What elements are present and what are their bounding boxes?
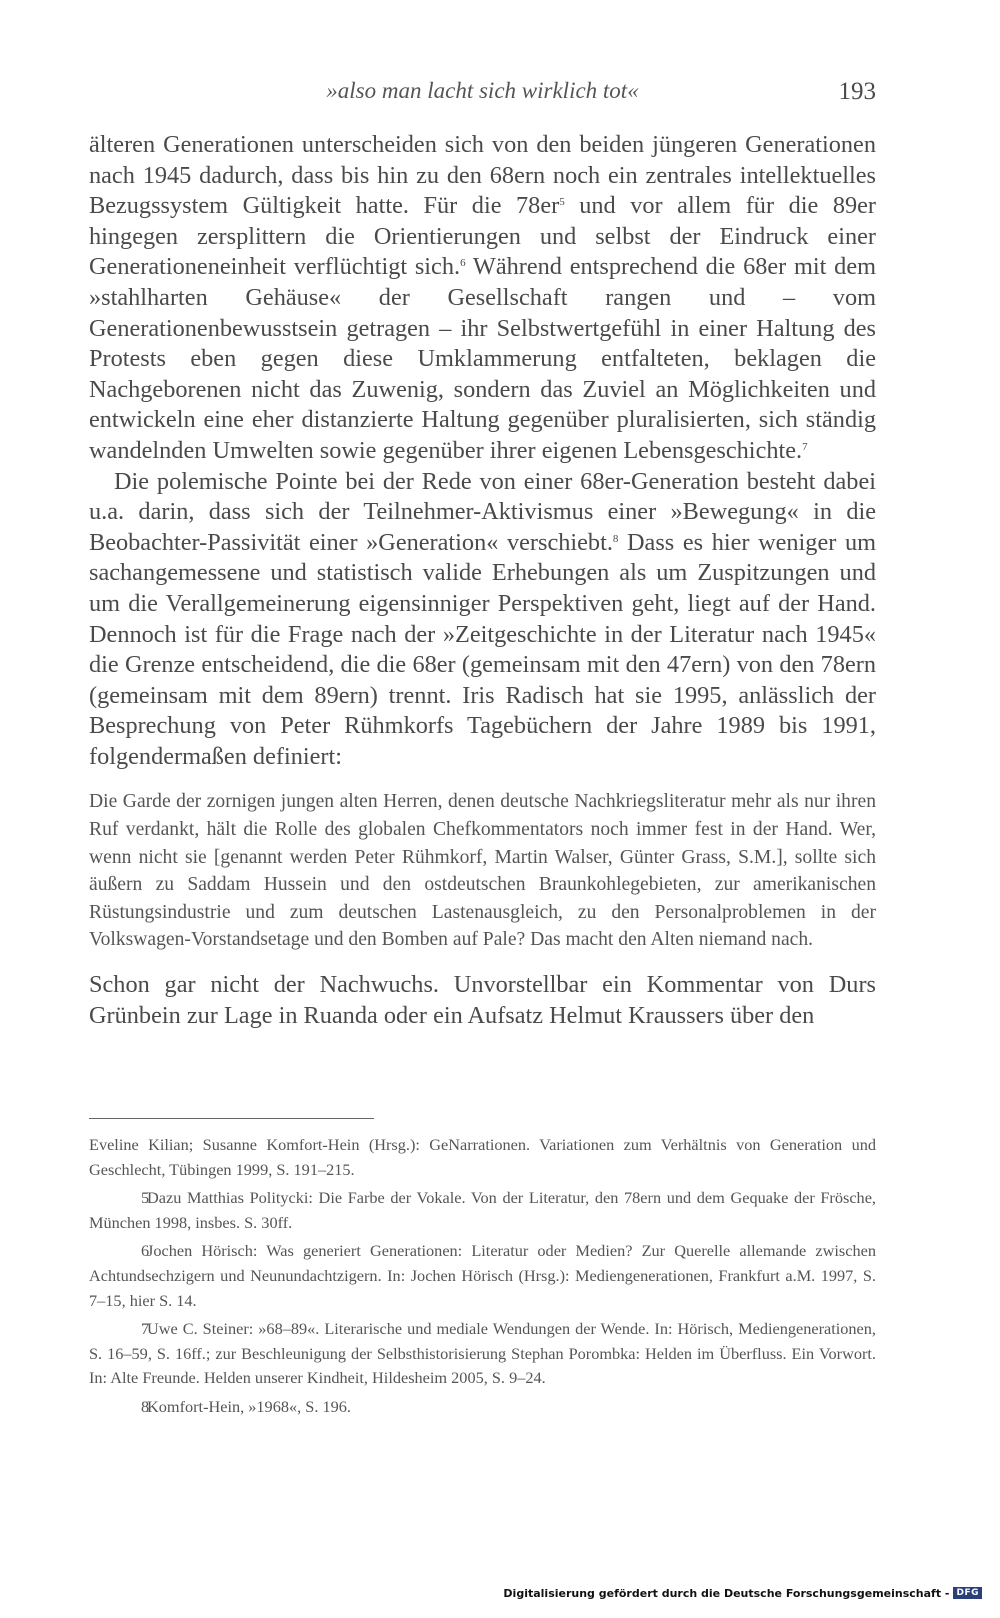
paragraph-1-text-b: und vor allem für die 89er hingegen zersplittern die Orientierungen und selbst der Eindruck einer Generationeneinheit verflüchtigt sich. bbox=[89, 192, 876, 281]
running-title: »also man lacht sich wirklich tot« bbox=[326, 78, 639, 103]
digitization-credit bbox=[503, 1584, 982, 1602]
footnote-text: Uwe C. Steiner: »68–89«. Literarische und mediale Wendungen der Wende. In: Hörisch, Mediengenerationen, S. 16–59, S. 16ff.; zur Beschleunigung der Selbsthistorisierung Stephan Porombka: Helden im Überfluss. Ein Vorwort. In: Alte Freunde. Helden unserer Kindheit, Hildesheim 2005, S. 9–24. bbox=[89, 1319, 876, 1388]
footnote-ref-5: 5 bbox=[559, 196, 565, 209]
main-text bbox=[89, 130, 876, 1031]
footnote-number: 6 bbox=[141, 1241, 150, 1261]
footnote-divider bbox=[89, 1118, 374, 1119]
paragraph-2-text-b: Dass es hier weniger um sachangemessene und statistisch valide Erhebungen als um Zuspitzungen und um die Verallgemeinerung eigensinniger Perspektiven geht, liegt auf der Hand. Dennoch ist für die Frage nach der »Zeitgeschichte in der Literatur nach 1945« die Grenze entscheidend, die die 68er (gemeinsam mit den 47ern) von den 78ern (gemeinsam mit dem 89ern) trennt. Iris Radisch hat sie 1995, anlässlich der Besprechung von Peter Rühmkorfs Tagebüchern der Jahre 1989 bis 1991, folgendermaßen definiert: bbox=[89, 528, 876, 770]
footnote-text: Dazu Matthias Politycki: Die Farbe der Vokale. Von der Literatur, den 78ern und dem Gequake der Frösche, München 1998, insbes. S. 30ff. bbox=[89, 1188, 876, 1232]
credit-text: Digitalisierung gefördert durch die Deutsche Forschungsgemeinschaft - bbox=[503, 1586, 950, 1600]
footnotes bbox=[89, 1133, 876, 1424]
footnote-ref-6: 6 bbox=[460, 257, 466, 270]
footnote-8 bbox=[89, 1395, 876, 1420]
footnote-number: 7 bbox=[141, 1319, 150, 1339]
paragraph-3: Schon gar nicht der Nachwuchs. Unvorstellbar ein Kommentar von Durs Grünbein zur Lage in Ruanda oder ein Aufsatz Helmut Kraussers über den bbox=[89, 971, 876, 1029]
footnote-5 bbox=[89, 1186, 876, 1235]
paragraph-1-text-c: Während entsprechend die 68er mit dem »stahlharten Gehäuse« der Gesellschaft rangen und – vom Generationenbewusstsein getragen – ihr Selbstwertgefühl in einer Haltung des Protests eben gegen diese Umklammerung entfalteten, beklagen die Nachgeborenen nicht das Zuwenig, sondern das Zuviel an Möglichkeiten und entwickeln eine eher distanzierte Haltung gegenüber pluralisierten, sich ständig wandelnden Umwelten sowie gegenüber ihrer eigenen Lebensgeschichte. bbox=[89, 253, 876, 464]
footnote-continued: Eveline Kilian; Susanne Komfort-Hein (Hrsg.): GeNarrationen. Variationen zum Verhältnis von Generation und Geschlecht, Tübingen 1999, S. 191–215. bbox=[89, 1135, 876, 1179]
paragraph-1 bbox=[89, 130, 876, 467]
footnote-number: 5 bbox=[141, 1188, 150, 1208]
footnote-ref-7: 7 bbox=[802, 440, 808, 453]
paragraph-2-text-a: Die polemische Pointe bei der Rede von einer 68er-Generation besteht dabei u.a. darin, dass sich der Teilnehmer-Aktivismus einer »Bewegung« in die Beobachter-Passivität einer »Generation« verschiebt. bbox=[89, 467, 876, 556]
paragraph-2 bbox=[89, 467, 876, 773]
footnote-6 bbox=[89, 1239, 876, 1313]
dfg-logo: DFG bbox=[953, 1587, 982, 1599]
footnote-7 bbox=[89, 1317, 876, 1391]
footnote-ref-8: 8 bbox=[612, 532, 619, 545]
running-head bbox=[89, 78, 876, 114]
footnote-text: Jochen Hörisch: Was generiert Generationen: Literatur oder Medien? Zur Querelle allemande zwischen Achtundsechzigern und Neunundachtzigern. In: Jochen Hörisch (Hrsg.): Mediengenerationen, Frankfurt a.M. 1997, S. 7–15, hier S. 14. bbox=[89, 1241, 876, 1310]
paragraph-1-text-a: älteren Generationen unterscheiden sich von den beiden jüngeren Generationen nach 1945 dadurch, dass bis hin zu den 68ern noch ein zentrales intellektuelles Bezugssystem Gültigkeit hatte. Für die 78er bbox=[89, 131, 876, 220]
footnote-number: 8 bbox=[141, 1396, 150, 1416]
page-number: 193 bbox=[838, 78, 876, 105]
block-quote: Die Garde der zornigen jungen alten Herren, denen deutsche Nachkriegsliteratur mehr als nur ihren Ruf verdankt, hält die Rolle des globalen Chefkommentators noch immer fest in der Hand. Wer, wenn nicht sie [genannt werden Peter Rühmkorf, Martin Walser, Günter Grass, S.M.], sollte sich äußern zu Saddam Hussein und den ostdeutschen Braunkohlegebieten, zur amerikanischen Rüstungsindustrie und zum deutschen Lastenausgleich, zu den Personalproblemen in der Volkswagen-Vorstandsetage und den Bomben auf Pale? Das macht den Alten niemand nach. bbox=[89, 791, 876, 951]
footnote-text: Komfort-Hein, »1968«, S. 196. bbox=[147, 1396, 351, 1416]
